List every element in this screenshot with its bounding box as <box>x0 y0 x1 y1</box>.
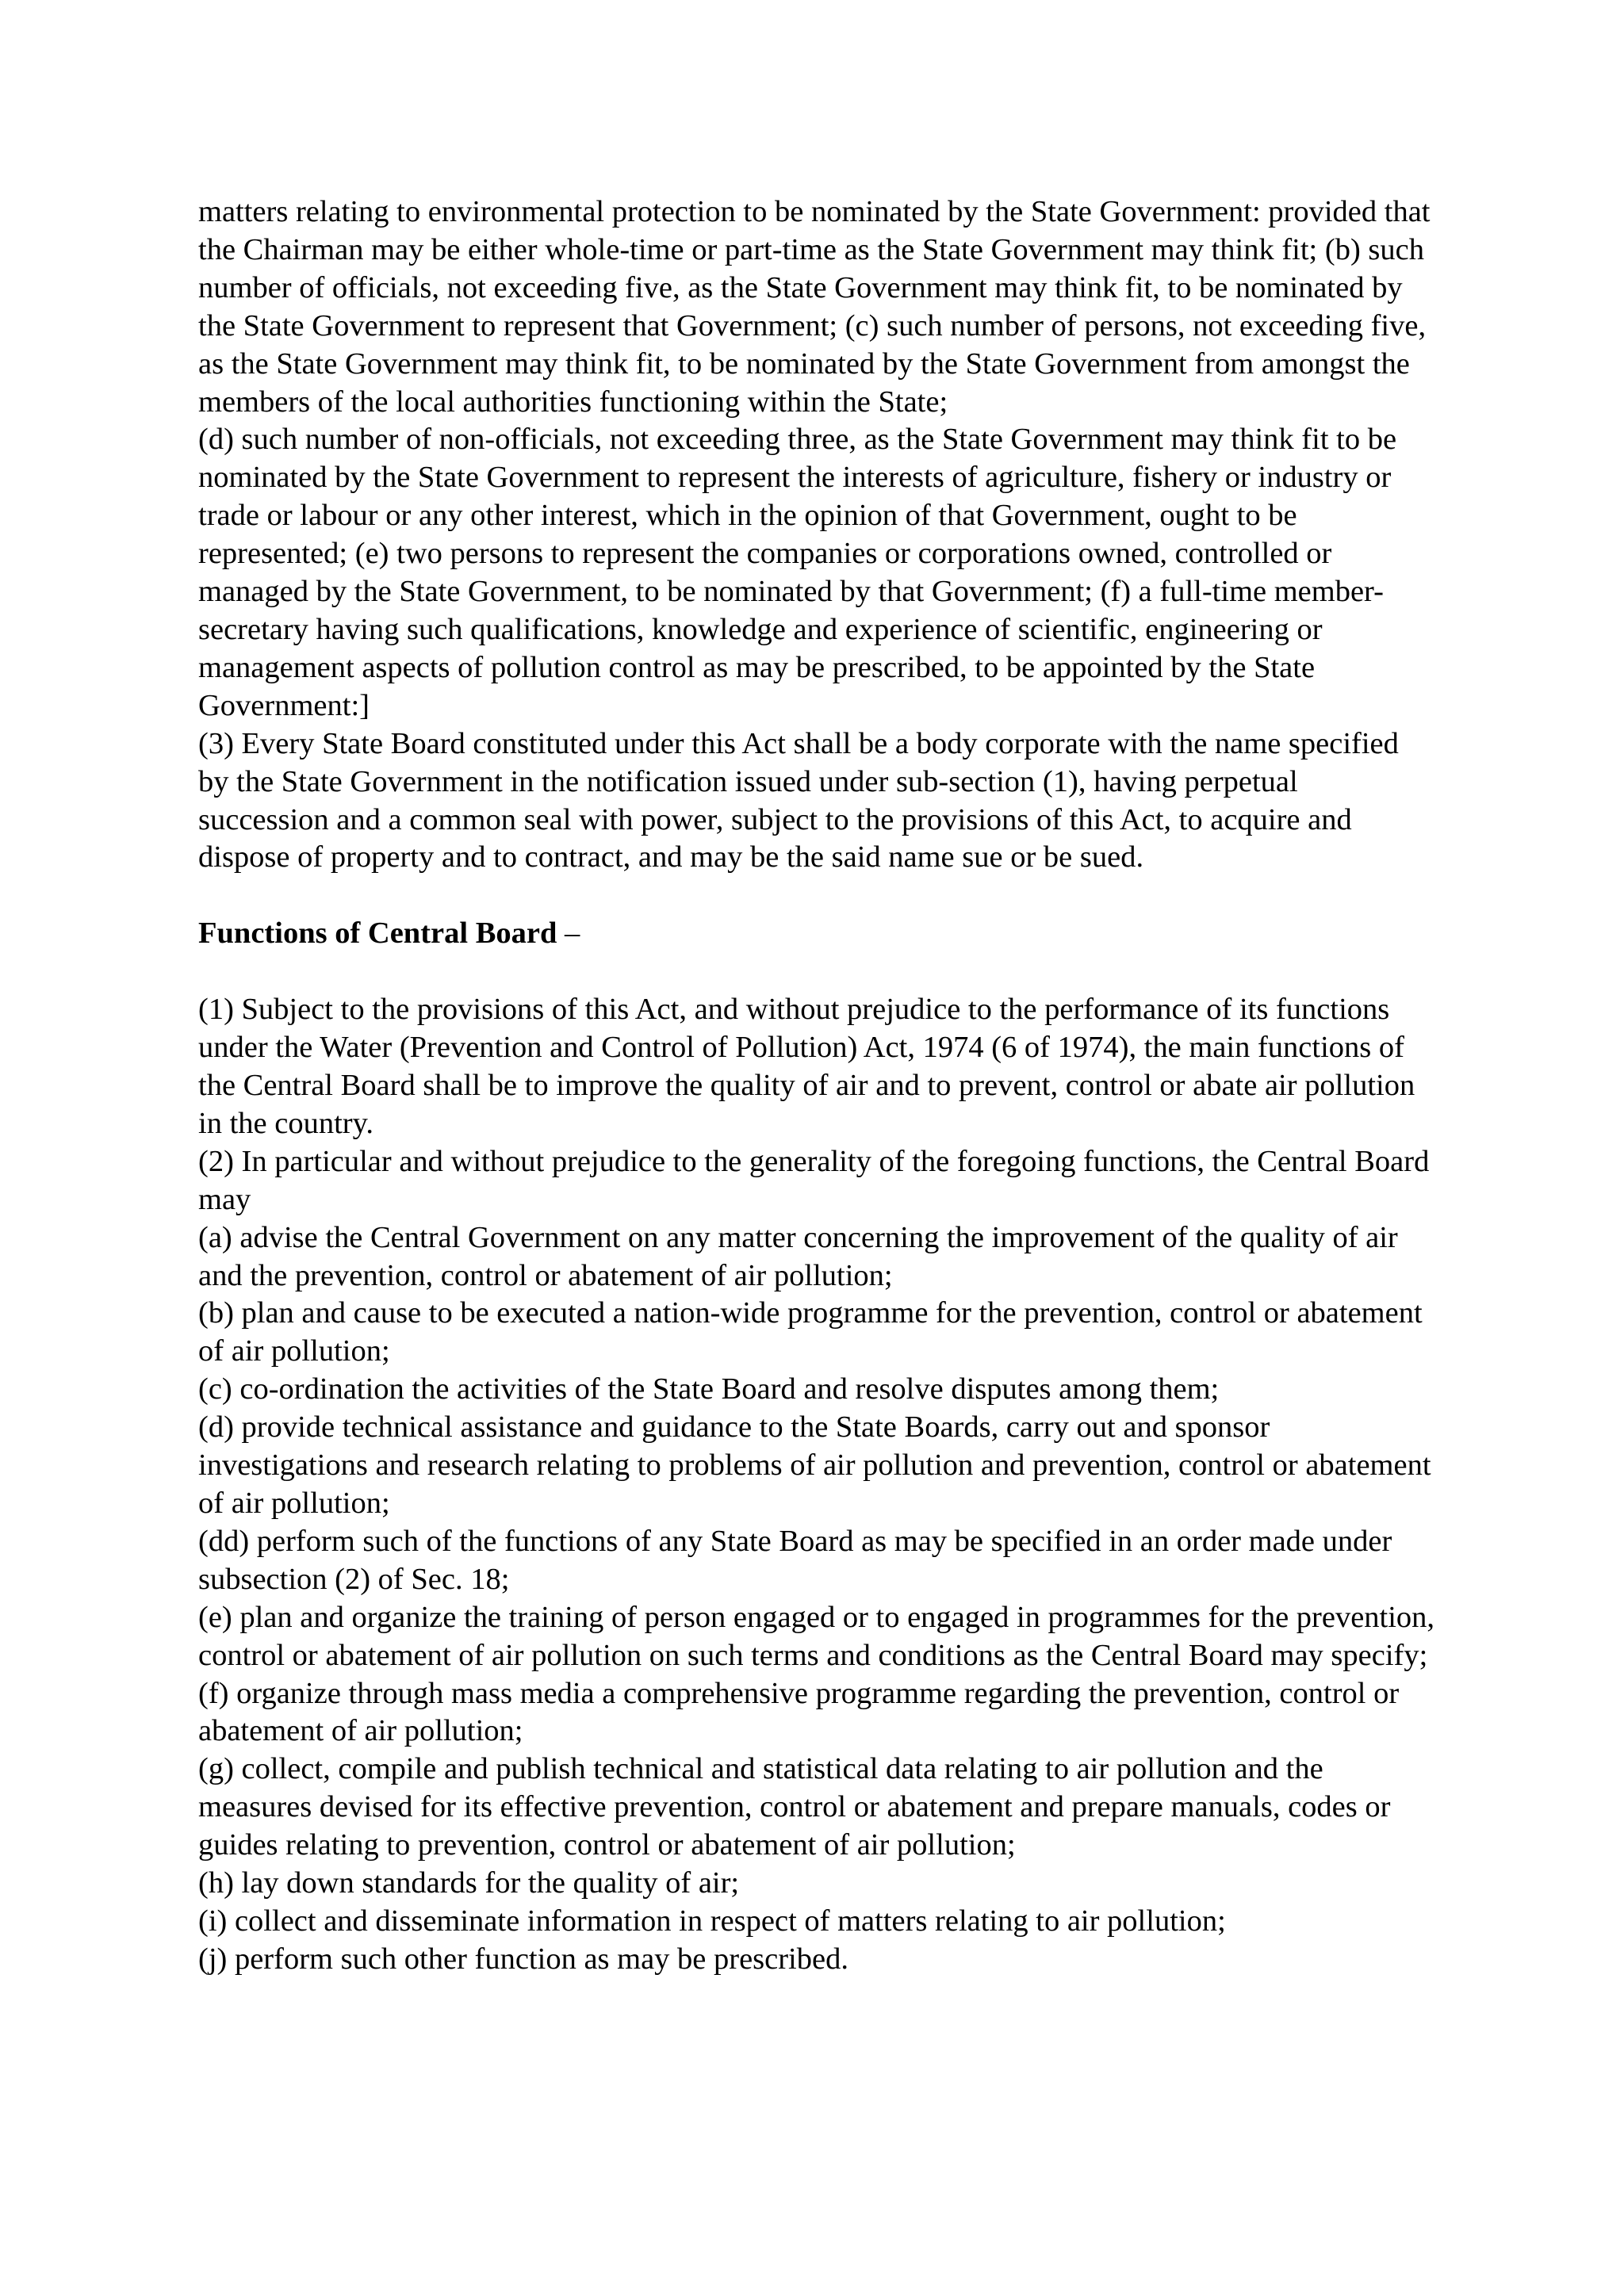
state-board-section <box>198 193 1435 877</box>
paragraph-body-corporate: (3) Every State Board constituted under this Act shall be a body corporate with the name specified by the State Government in the notification issued under sub-section (1), having perpetual succession and a common seal with power, subject to the provisions of this Act, to acquire and dispose of property and to contract, and may be the said name sue or be sued. <box>198 726 1399 874</box>
list-item-e: (e) plan and organize the training of person engaged or to engaged in programmes for the prevention, control or abatement of air pollution on such terms and conditions as the Central Board may specify; <box>198 1600 1435 1672</box>
spacer <box>198 953 1435 991</box>
list-item-b: (b) plan and cause to be executed a nation-wide programme for the prevention, control or abatement of air pollution; <box>198 1296 1423 1368</box>
spacer <box>198 877 1435 915</box>
section-heading-title: Functions of Central Board <box>198 916 557 951</box>
list-item-f: (f) organize through mass media a comprehensive programme regarding the prevention, control or abatement of air pollution; <box>198 1676 1400 1748</box>
list-item-g: (g) collect, compile and publish technical and statistical data relating to air pollution and the measures devised for its effective prevention, control or abatement and prepare manuals, codes or guides relating to prevention, control or abatement of air pollution; <box>198 1752 1391 1862</box>
list-item-d: (d) provide technical assistance and guidance to the State Boards, carry out and sponsor investigations and research relating to problems of air pollution and prevention, control or abatement of air pollution; <box>198 1410 1431 1520</box>
list-item-dd: (dd) perform such of the functions of any State Board as may be specified in an order made under subsection (2) of Sec. 18; <box>198 1524 1392 1596</box>
section-heading <box>198 915 1435 953</box>
section-heading-dash: – <box>557 916 580 951</box>
paragraph-particular-functions: (2) In particular and without prejudice to the generality of the foregoing functions, the Central Board may <box>198 1144 1430 1216</box>
paragraph-state-board-composition-def: (d) such number of non-officials, not exceeding three, as the State Government may think fit to be nominated by the State Government to represent the interests of agriculture, fishery or industry or trade or labour or any other interest, which in the opinion of that Government, ought to be represented; (e) two persons to represent the companies or corporations owned, controlled or managed by the State Government, to be nominated by that Government; (f) a full-time member-secretary having such qualifications, knowledge and experience of scientific, engineering or management aspects of pollution control as may be prescribed, to be appointed by the State Government:] <box>198 423 1397 722</box>
list-item-a: (a) advise the Central Government on any matter concerning the improvement of the quality of air and the prevention, control or abatement of air pollution; <box>198 1220 1398 1292</box>
paragraph-main-functions: (1) Subject to the provisions of this Act, and without prejudice to the performance of its functions under the Water (Prevention and Control of Pollution) Act, 1974 (6 of 1974), the main functions of the Central Board shall be to improve the quality of air and to prevent, control or abate air pollution in the country. <box>198 993 1415 1140</box>
central-board-functions-section <box>198 991 1435 1979</box>
list-item-i: (i) collect and disseminate information in respect of matters relating to air pollution; <box>198 1904 1226 1938</box>
list-item-c: (c) co-ordination the activities of the State Board and resolve disputes among them; <box>198 1372 1220 1406</box>
list-item-j: (j) perform such other function as may be prescribed. <box>198 1942 848 1976</box>
paragraph-state-board-composition-abc: matters relating to environmental protection to be nominated by the State Government: provided that the Chairman may be either whole-time or part-time as the State Government may think fit; (b) such number of officials, not exceeding five, as the State Government may think fit, to be nominated by the State Government to represent that Government; (c) such number of persons, not exceeding five, as the State Government may think fit, to be nominated by the State Government from amongst the members of the local authorities functioning within the State; <box>198 195 1431 419</box>
list-item-h: (h) lay down standards for the quality of air; <box>198 1866 740 1900</box>
document-page <box>198 193 1435 1979</box>
